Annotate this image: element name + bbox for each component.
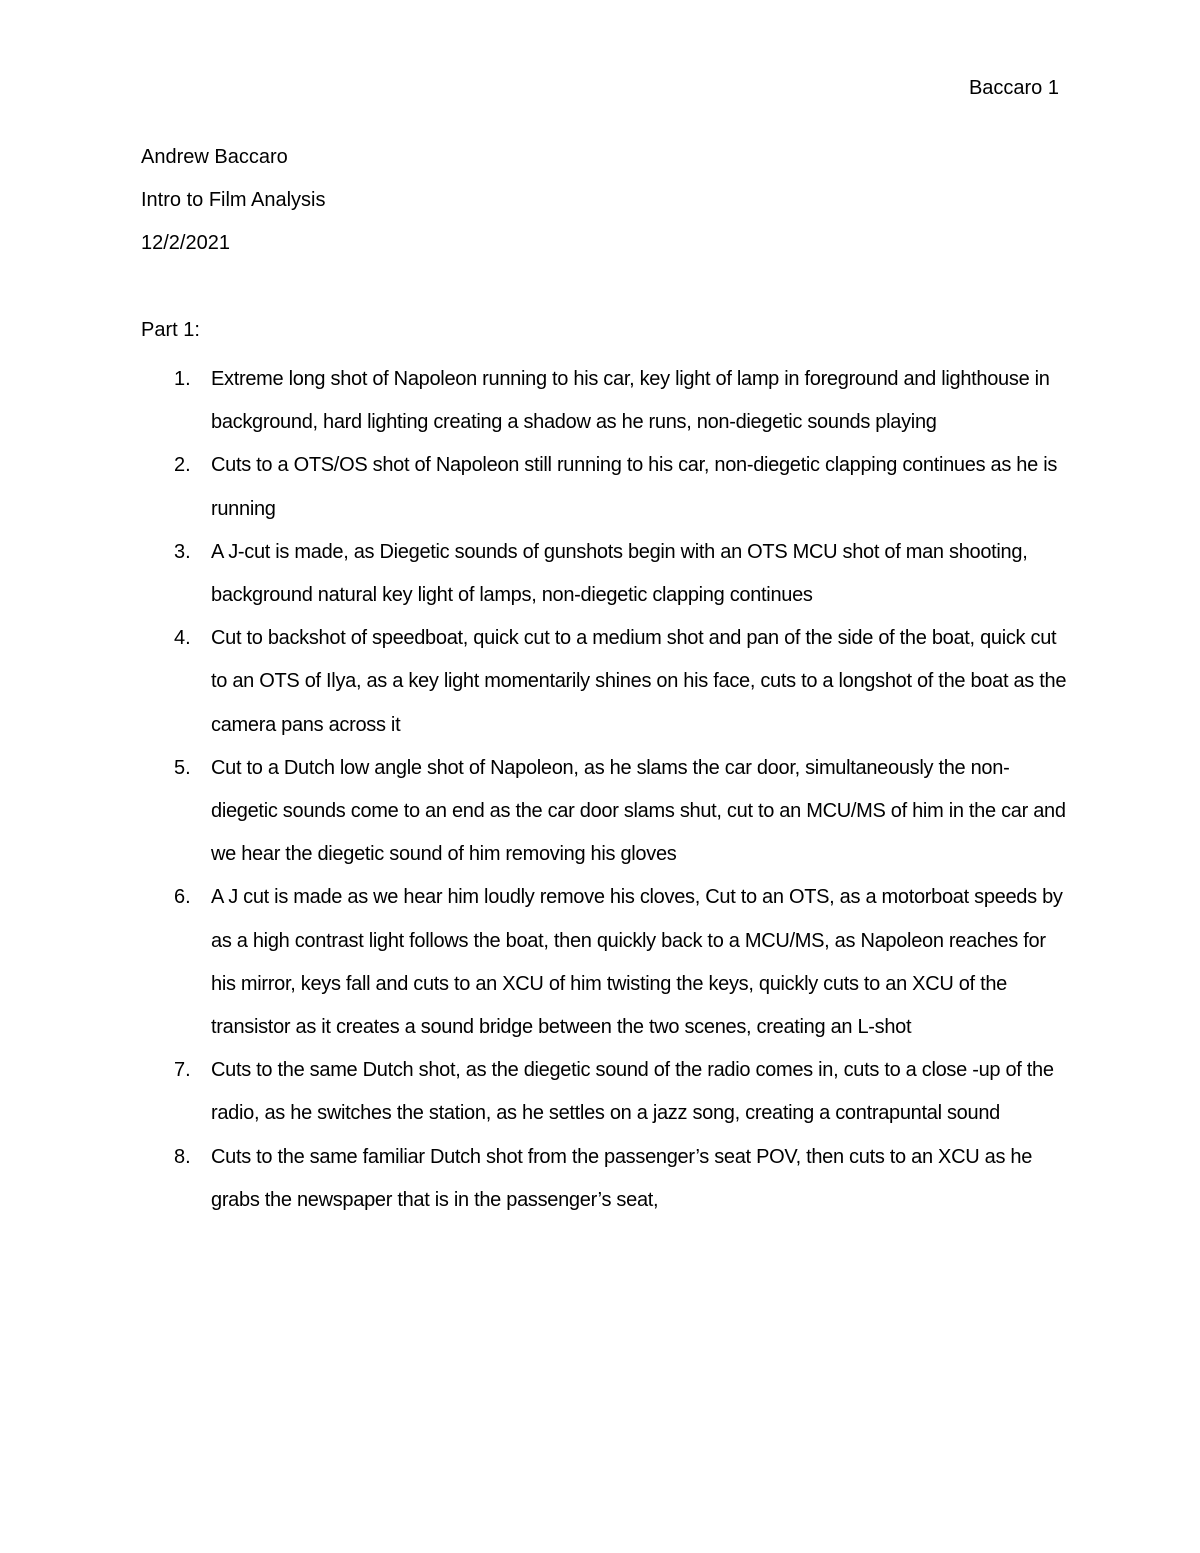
heading-block (141, 142, 1061, 271)
shot-number: 2. (174, 454, 191, 477)
shot-item (0, 876, 1200, 1049)
shot-item (0, 1136, 1200, 1222)
shot-number: 8. (174, 1145, 191, 1168)
shot-item (0, 444, 1200, 530)
shot-description: A J cut is made as we hear him loudly remove his cloves, Cut to an OTS, as a motorboat speeds by as a high contrast light follows the boat, then quickly back to a MCU/MS, as Napoleon reaches for his mirror, keys fall and cuts to an XCU of him twisting the keys, quickly cuts to an XCU of the transistor as it creates a sound bridge between the two scenes, creating an L-shot (211, 886, 1063, 1039)
shot-item (0, 531, 1200, 617)
shot-description: Cut to a Dutch low angle shot of Napoleon, as he slams the car door, simultaneously the non-diegetic sounds come to an end as the car door slams shut, cut to an MCU/MS of him in the car and we hear the diegetic sound of him removing his gloves (211, 756, 1066, 866)
course-name: Intro to Film Analysis (141, 189, 326, 211)
shot-description: Extreme long shot of Napoleon running to his car, key light of lamp in foreground and lighthouse in background, hard lighting creating a shadow as he runs, non-diegetic sounds playing (211, 368, 1050, 434)
shot-item (0, 617, 1200, 747)
shot-description: A J-cut is made, as Diegetic sounds of gunshots begin with an OTS MCU shot of man shooting, background natural key light of lamps, non-diegetic clapping continues (211, 540, 1028, 607)
shot-number: 5. (174, 756, 191, 779)
shot-item (0, 358, 1200, 444)
shot-item (0, 1049, 1200, 1135)
shot-list (0, 358, 1200, 1222)
shot-description: Cuts to a OTS/OS shot of Napoleon still running to his car, non-diegetic clapping continues as he is running (211, 454, 1058, 520)
shot-number: 4. (174, 627, 191, 650)
shot-description: Cut to backshot of speedboat, quick cut to a medium shot and pan of the side of the boat, quick cut to an OTS of Ilya, as a key light momentarily shines on his face, cuts to a longshot of the boat as the camera pans across it (211, 627, 1067, 736)
part-label: Part 1: (141, 319, 200, 341)
shot-number: 3. (174, 540, 191, 563)
running-header: Baccaro 1 (968, 77, 1059, 99)
document-date: 12/2/2021 (141, 232, 230, 254)
shot-number: 7. (174, 1059, 191, 1082)
shot-description: Cuts to the same Dutch shot, as the diegetic sound of the radio comes in, cuts to a close -up of the radio, as he switches the station, as he settles on a jazz song, creating a contrapuntal sound (211, 1059, 1054, 1125)
shot-description: Cuts to the same familiar Dutch shot from the passenger’s seat POV, then cuts to an XCU as he grabs the newspaper that is in the passenger’s seat, (211, 1145, 1033, 1211)
shot-number: 6. (174, 886, 191, 909)
author-name: Andrew Baccaro (141, 146, 288, 168)
shot-number: 1. (174, 368, 191, 390)
shot-item (0, 747, 1200, 877)
